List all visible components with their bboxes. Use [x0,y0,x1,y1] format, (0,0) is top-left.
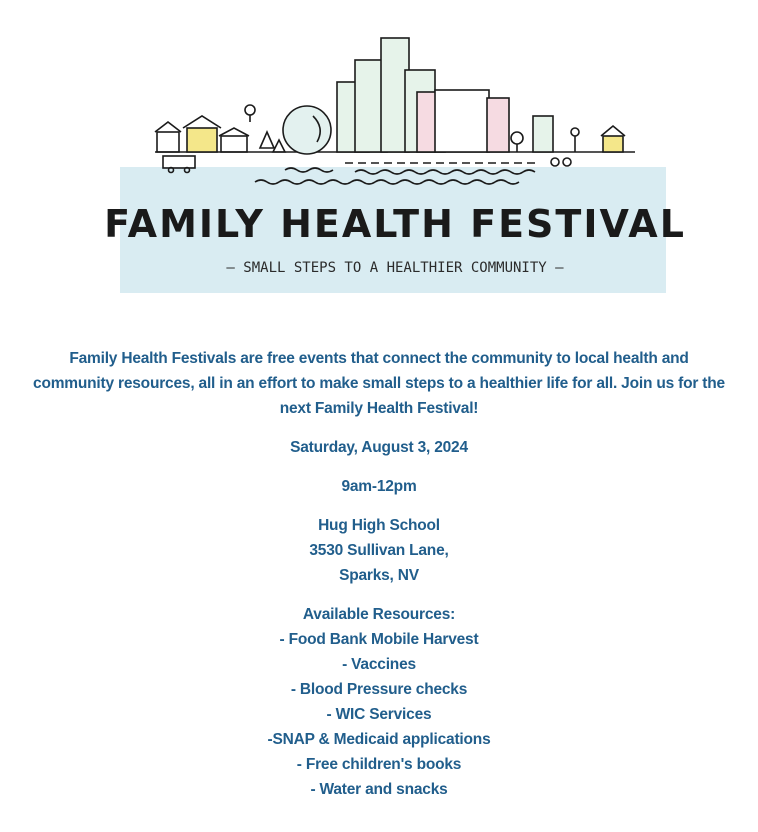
event-date: Saturday, August 3, 2024 [290,439,468,456]
event-location [0,513,758,588]
location-line: Sparks, NV [339,567,419,584]
city-skyline-illustration [55,20,735,200]
intro-paragraph: Family Health Festivals are free events that connect the community to local health and community resources, all in an effort to make small steps to a healthier life for all. Join us for the next Family Health Festival! [33,350,725,417]
resources-heading: Available Resources: [302,606,456,623]
resources-list [0,602,758,802]
resource-item: - Water and snacks [310,781,448,798]
resource-item: - Vaccines [342,656,416,673]
festival-banner [55,20,735,300]
location-line: 3530 Sullivan Lane, [309,542,449,559]
resource-item: - Free children's books [296,756,462,773]
banner-tagline: — SMALL STEPS TO A HEALTHIER COMMUNITY — [226,260,564,276]
resource-item: - WIC Services [326,706,432,723]
resource-item: - Food Bank Mobile Harvest [279,631,479,648]
resource-item: - Blood Pressure checks [290,681,468,698]
event-details [0,346,758,802]
resource-item: -SNAP & Medicaid applications [267,731,491,748]
location-line: Hug High School [318,517,440,534]
event-time: 9am-12pm [341,478,417,495]
banner-title: FAMILY HEALTH FESTIVAL [104,202,686,246]
